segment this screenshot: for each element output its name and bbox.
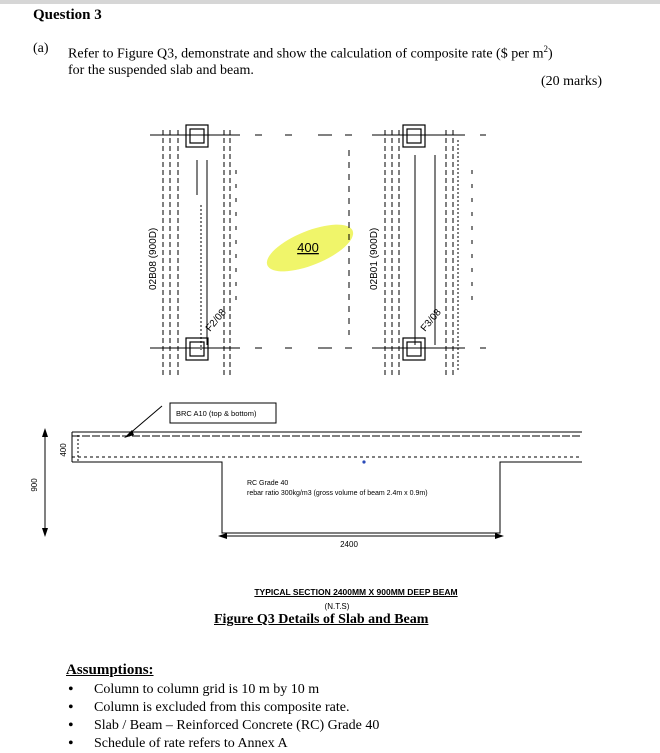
section-caption-scale: (N.T.S) bbox=[324, 602, 350, 611]
assumptions-list bbox=[66, 681, 379, 753]
assumption-item: • Slab / Beam – Reinforced Concrete (RC) Grade 40 bbox=[66, 717, 379, 735]
beam-left-label: 02B08 (900D) bbox=[148, 227, 159, 290]
beam-right-label: 02B01 (900D) bbox=[369, 227, 380, 290]
column-top-left bbox=[186, 125, 208, 147]
callout-text: BRC A10 (top & bottom) bbox=[176, 409, 257, 418]
assumption-item: • Schedule of rate refers to Annex A bbox=[66, 735, 379, 753]
plan-drawing bbox=[0, 110, 660, 390]
marks: (20 marks) bbox=[540, 74, 602, 89]
grade-line-1: RC Grade 40 bbox=[247, 480, 289, 487]
col-right-label: F3/08 bbox=[418, 307, 444, 334]
grade-line-2: rebar ratio 300kg/m3 (gross volume of beam 2.4m x 0.9m) bbox=[247, 490, 428, 497]
dim-2400-label: 2400 bbox=[340, 540, 358, 549]
section-caption bbox=[0, 587, 660, 611]
col-left-label: F2/08 bbox=[203, 307, 229, 334]
part-text-1: Refer to Figure Q3, demonstrate and show the calculation of composite rate ($ per m bbox=[68, 46, 544, 62]
top-rule bbox=[0, 0, 660, 4]
section-caption-title: TYPICAL SECTION 2400MM X 900MM DEEP BEAM bbox=[254, 587, 458, 597]
slab-label: 400 bbox=[297, 240, 319, 255]
dim-2400-arrow-left bbox=[218, 533, 227, 539]
section-drawing bbox=[0, 395, 660, 555]
figure-caption: Figure Q3 Details of Slab and Beam bbox=[214, 612, 429, 627]
assumptions-title: Assumptions: bbox=[66, 662, 154, 678]
part-text-sup: 2 bbox=[543, 44, 548, 54]
dim-900-arrow-top bbox=[42, 428, 48, 437]
part-label: (a) bbox=[33, 41, 49, 56]
column-bottom-left bbox=[186, 338, 208, 360]
column-top-right bbox=[403, 125, 425, 147]
question-title: Question 3 bbox=[33, 7, 102, 23]
assumption-item: • Column to column grid is 10 m by 10 m bbox=[66, 681, 379, 699]
dim-2400-arrow-right bbox=[495, 533, 504, 539]
part-text-2: ) bbox=[547, 46, 553, 62]
assumption-item: • Column is excluded from this composite rate. bbox=[66, 699, 379, 717]
part-text bbox=[68, 41, 608, 79]
part-text-line2: for the suspended slab and beam. bbox=[68, 62, 254, 78]
dim-900-label: 900 bbox=[30, 478, 39, 492]
blue-dot bbox=[362, 460, 365, 463]
beam-outline bbox=[72, 462, 582, 533]
column-bottom-right bbox=[403, 338, 425, 360]
dim-900-arrow-bottom bbox=[42, 528, 48, 537]
dim-400-label: 400 bbox=[59, 443, 68, 457]
callout-leader bbox=[128, 406, 162, 435]
